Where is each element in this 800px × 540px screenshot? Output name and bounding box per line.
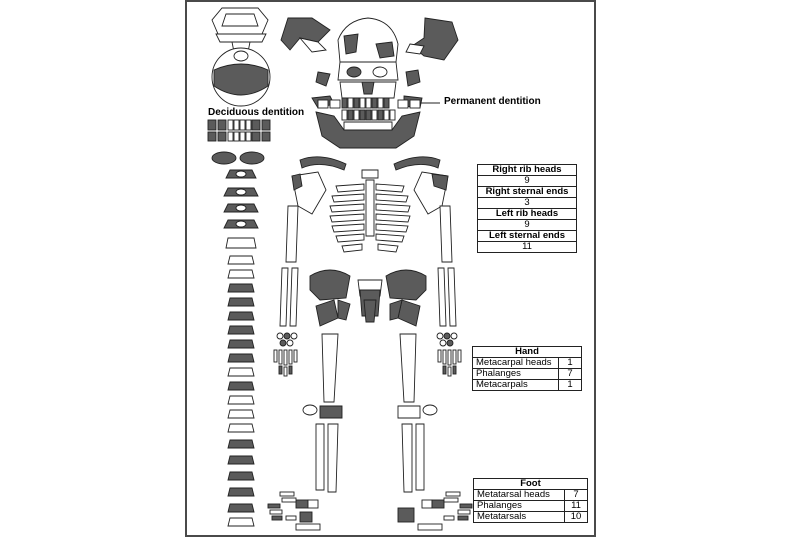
rib-row-value: 3 — [478, 198, 577, 209]
foot-row-value: 10 — [565, 512, 588, 523]
deciduous-teeth — [208, 120, 270, 141]
foot-table-title: Foot — [474, 479, 588, 490]
rib-row-label: Right rib heads — [478, 165, 577, 176]
hand-row-value: 1 — [559, 380, 582, 391]
femora — [322, 334, 416, 402]
rib-cage — [330, 170, 410, 252]
rib-row-label: Left rib heads — [478, 209, 577, 220]
clavicles — [300, 157, 440, 170]
hand-row-value: 1 — [559, 358, 582, 369]
hand-row-value: 7 — [559, 369, 582, 380]
hand-row-label: Phalanges — [473, 369, 559, 380]
rib-row-label: Left sternal ends — [478, 231, 577, 242]
foot-row-label: Phalanges — [474, 501, 565, 512]
cranium-elements — [281, 18, 458, 108]
hand-table-title: Hand — [473, 347, 582, 358]
hand-bones — [274, 333, 461, 376]
hand-table — [472, 346, 582, 391]
knee-elements — [303, 405, 437, 418]
rib-row-value: 11 — [478, 242, 577, 253]
rib-row-value: 9 — [478, 176, 577, 187]
permanent-dentition-label: Permanent dentition — [444, 96, 541, 107]
foot-row-label: Metatarsal heads — [474, 490, 565, 501]
rib-row-value: 9 — [478, 220, 577, 231]
foot-row-value: 7 — [565, 490, 588, 501]
foot-row-value: 11 — [565, 501, 588, 512]
pelvis — [310, 270, 426, 326]
skull-base-view — [212, 8, 270, 106]
lower-leg-bones — [316, 424, 424, 492]
vertebral-column — [212, 152, 264, 526]
hand-row-label: Metacarpal heads — [473, 358, 559, 369]
foot-table — [473, 478, 588, 523]
foot-row-label: Metatarsals — [474, 512, 565, 523]
rib-row-label: Right sternal ends — [478, 187, 577, 198]
foot-bones — [268, 492, 472, 530]
hand-row-label: Metacarpals — [473, 380, 559, 391]
deciduous-dentition-label: Deciduous dentition — [208, 107, 305, 118]
rib-table — [477, 164, 577, 253]
